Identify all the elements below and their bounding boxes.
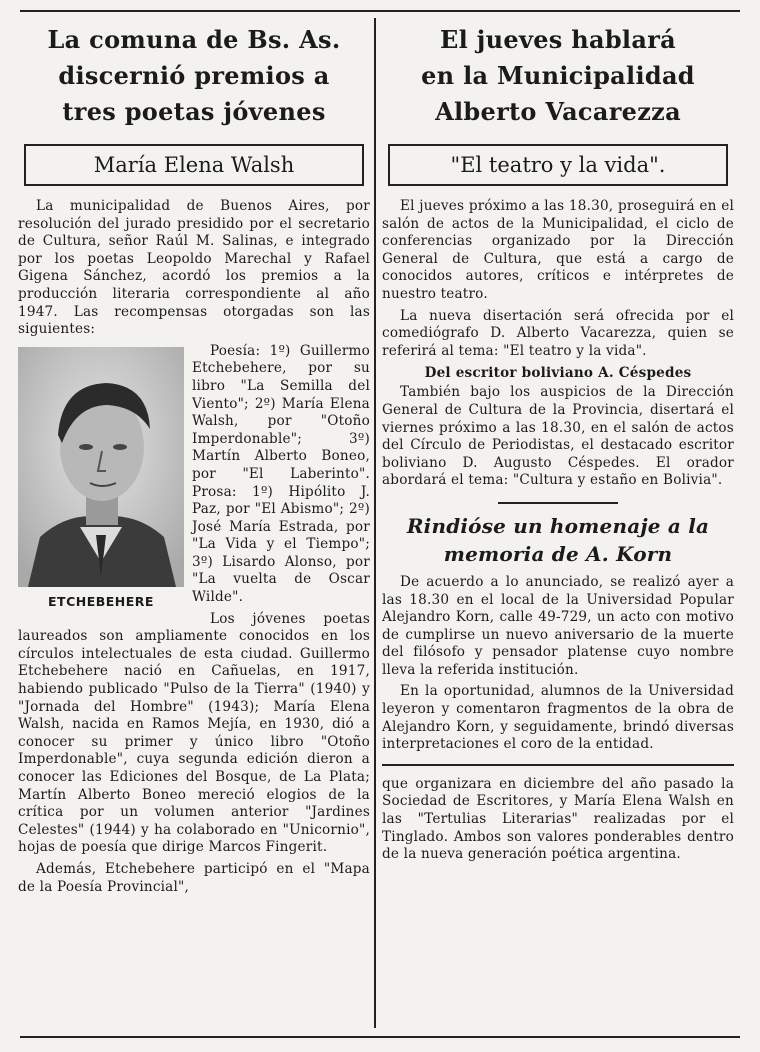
- left-body: [18, 198, 370, 896]
- left-headline-line: La comuna de Bs. As.: [47, 25, 341, 54]
- right-paragraph: El jueves próximo a las 18.30, proseguirá en el salón de actos de la Municipalidad, el ciclo de conferencias organizado por la Dirección General de Cultura, que está a cargo de conocidos autores, críticos e intérpretes de nuestro teatro.: [382, 198, 734, 302]
- section-rule: [498, 502, 618, 504]
- bottom-rule: [20, 1036, 740, 1038]
- left-subtitle-box: [24, 144, 364, 186]
- right-paragraph: En la oportunidad, alumnos de la Universidad leyeron y comentaron fragmentos de la obra de Alejandro Korn, y seguidamente, brindó diversas interpretaciones el coro de la entidad.: [382, 683, 734, 753]
- right-headline-line: El jueves hablará: [440, 25, 676, 54]
- korn-headline-line: Rindióse un homenaje a la: [406, 513, 710, 538]
- column-divider: [374, 18, 376, 1028]
- continuation-rule: [382, 764, 734, 766]
- portrait-illustration: [18, 347, 184, 587]
- right-paragraph: También bajo los auspicios de la Dirección General de Cultura de la Provincia, disertará el viernes próximo a las 18.30, en el salón de actos del Círculo de Periodistas, el destacado escritor boliviano D. Augusto Céspedes. El orador abordará el tema: "Cultura y estaño en Bolivia".: [382, 384, 734, 489]
- right-headline-line: Alberto Vacarezza: [435, 97, 681, 126]
- top-rule: [20, 10, 740, 12]
- left-headline-line: discernió premios a: [58, 61, 330, 90]
- korn-headline: [382, 512, 734, 568]
- left-article: [18, 22, 370, 896]
- photo-caption: ETCHEBEHERE: [48, 593, 154, 609]
- left-headline-line: tres poetas jóvenes: [62, 97, 326, 126]
- continuation-paragraph: que organizara en diciembre del año pasado la Sociedad de Escritores, y María Elena Walsh en las "Tertulias Literarias" realizadas por el Tinglado. Ambos son valores ponderables dentro de la nueva generación poética argentina.: [382, 775, 734, 863]
- left-paragraph: Poesía: 1º) Guillermo Etchebehere, por su libro "La Semilla del Viento"; 2º) María Elena Walsh, por "Otoño Imperdonable"; 3º) Martín Alberto Boneo, por "El Laberinto". Prosa: 1º) Hipólito J. Paz, por "El Abismo"; 2º) José María Estrada, por "La Vida y el Tiempo"; 3º) Lisardo Alonso, por "La vuelta de Oscar Wilde".: [192, 342, 370, 606]
- left-paragraph: Además, Etchebehere participó en el "Mapa de la Poesía Provincial",: [18, 860, 370, 895]
- right-headline: [382, 22, 734, 130]
- portrait-photo: [18, 347, 184, 611]
- right-paragraph: La nueva disertación será ofrecida por el comediógrafo D. Alberto Vacarezza, quien se referirá al tema: "El teatro y la vida".: [382, 307, 734, 359]
- left-paragraph: Los jóvenes poetas laureados son ampliamente conocidos en los círculos intelectuales de esta ciudad. Guillermo Etchebehere nació en Cañuelas, en 1917, habiendo publicado "Pulso de la Tierra" (1940) y "Jornada del Hombre" (1943); María Elena Walsh, nacida en Ramos Mejía, en 1930, dió a conocer su primer y único libro "Otoño Imperdonable", cuya segunda edición dieron a conocer las Ediciones del Bosque, de La Plata; Martín Alberto Boneo mereció elogios de la crítica por un volumen anterior "Jardines Celestes" (1944) y ha colaborado en "Unicornio", hojas de poesía que dirige Marcos Fingerit.: [18, 610, 370, 856]
- right-subhead: Del escritor boliviano A. Céspedes: [424, 365, 692, 382]
- left-headline: [18, 22, 370, 130]
- right-body: [382, 198, 734, 864]
- portrait-image: [18, 347, 184, 587]
- right-paragraph: De acuerdo a lo anunciado, se realizó ayer a las 18.30 en el local de la Universidad Popular Alejandro Korn, calle 49-729, un acto con motivo de cumplirse un nuevo aniversario de la muerte del filósofo y pensador platense cuyo nombre lleva la referida institución.: [382, 573, 734, 678]
- right-subtitle-box: [388, 144, 728, 186]
- right-subtitle: "El teatro y la vida".: [450, 153, 666, 177]
- left-paragraph: La municipalidad de Buenos Aires, por resolución del jurado presidido por el secretario de Cultura, señor Raúl M. Salinas, e integrado por los poetas Leopoldo Marechal y Rafael Gigena Sánchez, acordó los premios a la producción literaria correspondiente al año 1947. Las recompensas otorgadas son las siguientes:: [18, 198, 370, 338]
- korn-headline-line: memoria de A. Korn: [443, 541, 673, 566]
- right-headline-line: en la Municipalidad: [421, 61, 695, 90]
- right-article: [382, 22, 734, 864]
- left-subtitle: María Elena Walsh: [93, 153, 295, 177]
